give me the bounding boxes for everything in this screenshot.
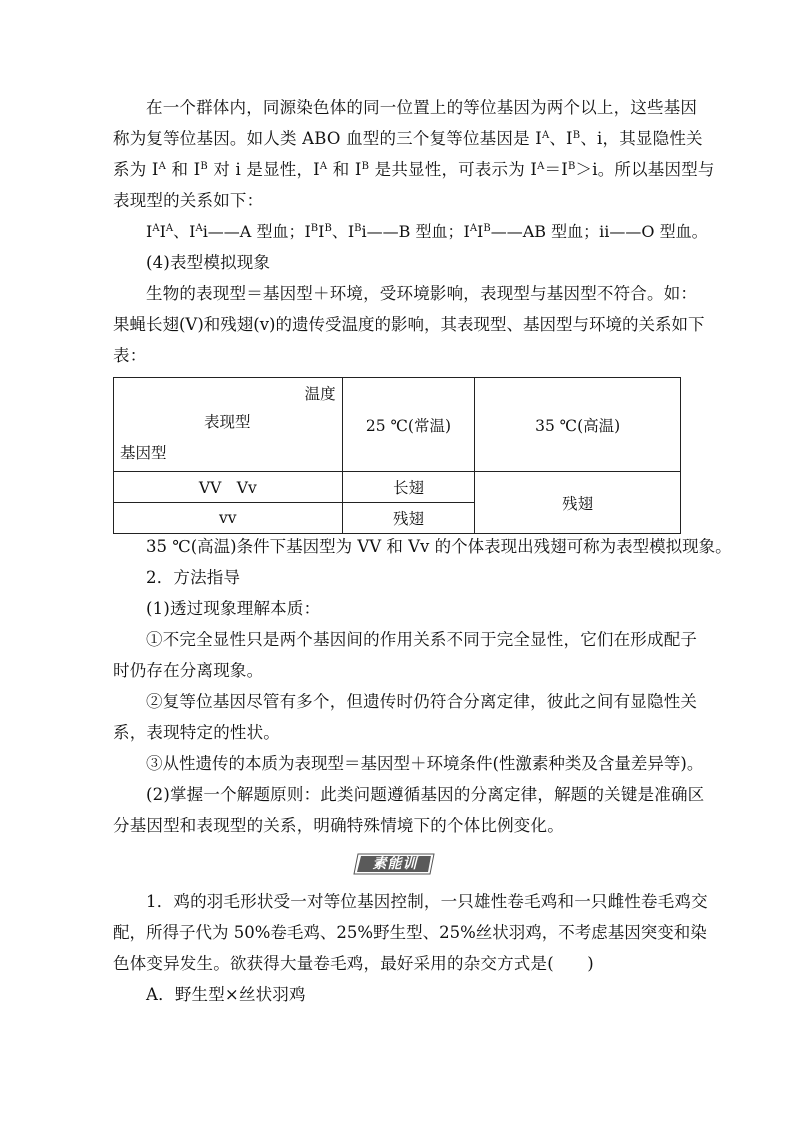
text: i——A 型血；I — [202, 222, 311, 241]
superscript: B — [324, 223, 332, 234]
text: 是共显性，可表示为 I — [369, 160, 538, 179]
question-line — [113, 922, 707, 944]
superscript: A — [541, 130, 550, 141]
blood-type-line — [146, 221, 716, 243]
superscript: A — [537, 161, 545, 172]
text: 、I — [331, 222, 355, 241]
paragraph-line — [113, 128, 703, 150]
paragraph-line — [146, 97, 716, 119]
text: A．野生型×丝状羽鸡 — [146, 985, 306, 1004]
header-35c: 35 ℃(高温) — [475, 378, 681, 472]
text: 系，表现特定的性状。 — [113, 723, 280, 742]
cell-row2-25c: 残翅 — [342, 503, 475, 534]
paragraph-line — [113, 815, 683, 837]
text: I — [477, 222, 484, 241]
header-25c: 25 ℃(常温) — [342, 378, 475, 472]
cell-genotype-vv: vv — [114, 503, 343, 534]
text: 和 I — [327, 160, 362, 179]
paragraph-line — [113, 314, 705, 336]
superscript: B — [200, 161, 208, 172]
text: 、i，其显隐性关 — [580, 129, 703, 148]
paragraph-line — [113, 159, 715, 181]
header-genotype: 基因型 — [120, 444, 167, 462]
header-temperature: 温度 — [304, 385, 336, 403]
text: i——B 型血；I — [361, 222, 470, 241]
text: 在一个群体内，同源染色体的同一位置上的等位基因为两个以上，这些基因 — [146, 98, 698, 117]
paragraph-line — [113, 722, 683, 744]
paragraph-line — [113, 660, 683, 682]
temperature-phenotype-table — [113, 377, 681, 534]
paragraph-line — [146, 283, 716, 305]
text: 生物的表现型＝基因型＋环境，受环境影响，表现型与基因型不符合。如： — [146, 284, 698, 303]
text: 2．方法指导 — [146, 568, 241, 587]
superscript: A — [469, 223, 478, 234]
text: 果蝇长翅(V)和残翅(v)的遗传受温度的影响，其表现型、基因型与环境的关系如下 — [113, 315, 705, 334]
superscript: B — [361, 161, 370, 172]
text: 1．鸡的羽毛形状受一对等位基因控制，一只雄性卷毛鸡和一只雌性卷毛鸡交 — [146, 892, 708, 911]
superscript: B — [354, 223, 362, 234]
diagonal-header-cell — [114, 378, 343, 472]
superscript: A — [195, 223, 203, 234]
superscript: B — [483, 223, 491, 234]
paragraph-line — [146, 629, 716, 651]
superscript: A — [158, 161, 166, 172]
cell-genotype-vv-vv: VV Vv — [114, 472, 343, 503]
superscript: B — [567, 161, 576, 172]
question-line — [113, 953, 683, 975]
cell-35c-merged: 残翅 — [475, 472, 681, 534]
text: 表现型的关系如下： — [113, 191, 264, 210]
text: 配，所得子代为 50%卷毛鸡、25%野生型、25%丝状羽鸡，不考虑基因突变和染 — [113, 923, 707, 942]
text: 、I — [173, 222, 196, 241]
text: 表： — [113, 346, 147, 365]
text: ①不完全显性只是两个基因间的作用关系不同于完全显性，它们在形成配子 — [146, 630, 698, 649]
text: I — [146, 222, 153, 241]
paragraph-line — [146, 753, 716, 775]
text: 系为 I — [113, 160, 159, 179]
text: 35 ℃(高温)条件下基因型为 VV 和 Vv 的个体表现出残翅可称为表型模拟现象。 — [146, 537, 732, 556]
section-banner — [352, 852, 438, 892]
text: (2)掌握一个解题原则：此类问题遵循基因的分离定律，解题的关键是准确区 — [146, 785, 705, 804]
banner-label: 素能训练 — [372, 856, 418, 892]
superscript: B — [310, 223, 319, 234]
text: 对 i 是显性，I — [207, 160, 320, 179]
superscript: A — [152, 223, 160, 234]
superscript: A — [165, 223, 174, 234]
paragraph-line — [146, 691, 716, 713]
text: ③从性遗传的本质为表现型＝基因型＋环境条件(性激素种类及含量差异等)。 — [146, 754, 704, 773]
paragraph-line — [113, 190, 683, 212]
subsection-heading — [146, 598, 716, 620]
paragraph-line — [146, 784, 716, 806]
text: ②复等位基因尽管有多个，但遗传时仍符合分离定律，彼此之间有显隐性关 — [146, 692, 698, 711]
superscript: B — [572, 130, 581, 141]
text: ＞i。所以基因型与 — [575, 160, 715, 179]
text: 、I — [549, 129, 573, 148]
header-phenotype: 表现型 — [204, 413, 251, 431]
section-heading — [146, 567, 716, 589]
cell-row1-25c: 长翅 — [342, 472, 475, 503]
text: (1)透过现象理解本质： — [146, 599, 321, 618]
text: 分基因型和表现型的关系，明确特殊情境下的个体比例变化。 — [113, 816, 564, 835]
paragraph-line — [113, 345, 683, 367]
answer-option-a — [146, 984, 716, 1006]
text: 色体变异发生。欲获得大量卷毛鸡，最好采用的杂交方式是( ) — [113, 954, 594, 973]
text: ——AB 型血；ii——O 型血。 — [490, 222, 708, 241]
text: 称为复等位基因。如人类 ABO 血型的三个复等位基因是 I — [113, 129, 542, 148]
text: (4)表型模拟现象 — [146, 253, 271, 272]
text: ＝I — [544, 160, 568, 179]
text: I — [318, 222, 325, 241]
paragraph-line — [146, 536, 732, 558]
superscript: A — [319, 161, 328, 172]
question-line — [146, 891, 716, 913]
text: 时仍存在分离现象。 — [113, 661, 264, 680]
text: I — [159, 222, 166, 241]
section-heading — [146, 252, 716, 274]
text: 和 I — [166, 160, 201, 179]
